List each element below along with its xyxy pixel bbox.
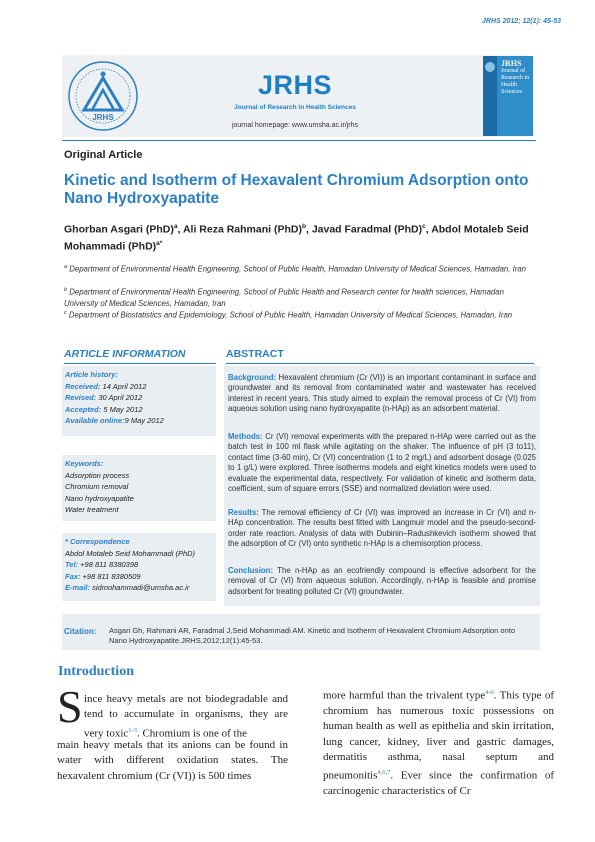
affiliation: [64, 262, 534, 275]
revised-date: 30 April 2012: [98, 393, 143, 402]
journal-cover-thumbnail: [483, 56, 533, 136]
keyword[interactable]: Adsorption process: [65, 470, 130, 480]
received-date: 14 April 2012: [102, 381, 147, 391]
abstract-background: [228, 373, 536, 415]
affil-text: Department of Environmental Health Engineering, School of Public Health and Research center for health sciences, Hamadan University of Medical Sciences, Hamadan, Iran: [64, 287, 504, 308]
journal-homepage[interactable]: journal homepage: www.umsha.ac.ir/jrhs: [231, 122, 359, 129]
history-label: Article history:: [65, 370, 118, 379]
journal-reference: JRHS 2012; 12(1): 45-53: [482, 18, 561, 25]
abstract-heading: ABSTRACT: [226, 348, 534, 364]
cover-title: [501, 60, 533, 96]
online-date: 9 May 2012: [124, 416, 164, 425]
logo-text: JRHS: [92, 113, 114, 122]
article-type: Original Article: [64, 149, 143, 161]
intro-right-column: [323, 685, 554, 799]
introduction-heading: Introduction: [58, 664, 134, 679]
received-label: Received:: [65, 381, 101, 391]
keywords-label: Keywords:: [65, 459, 104, 468]
article-title: Kinetic and Isotherm of Hexavalent Chromium Adsorption onto Nano Hydroxyapatite: [64, 172, 529, 207]
abstract-conclusion: [228, 566, 536, 597]
affil-text: Department of Biostatistics and Epidemiology, School of Public Health, Hamadan University of Medical Sciences, Hamadan, Iran: [68, 310, 513, 320]
citation-label: Citation:: [64, 627, 97, 636]
correspondence-label: * Correspondence: [65, 537, 130, 546]
citation-text: Asgari Gh, Rahmani AR, Faradmal J,Seid Mohammadi AM. Kinetic and Isotherm of Hexavalent Chromium Adsorption onto Nano Hydroxyapatite.JRHS.2012;12(1):45-53.: [109, 626, 516, 646]
accepted-date: 5 May 2012: [103, 404, 143, 414]
journal-logo: [62, 58, 144, 138]
affiliation: [64, 308, 534, 321]
intro-text: . Chromium is one of the: [136, 727, 247, 740]
author-name: Ali Reza Rahmani (PhD): [182, 223, 302, 236]
affil-mark: c: [64, 310, 67, 316]
reference-mark[interactable]: 4-6: [485, 689, 494, 696]
keyword[interactable]: Chromium removal: [65, 482, 129, 491]
tel-number: +98 811 8380398: [80, 560, 139, 569]
cover-subtitle: Journal of Research in Health Sciences: [501, 68, 530, 95]
intro-text: . This type of chromium has numerous toxic possessions on human health as well as epithelia and skin irritation, lung cancer, kidney, liver and gastric damages, dermatitis asthma, nasal septum and pneumonitis: [323, 689, 554, 782]
keywords-box: [62, 455, 216, 521]
affil-mark: b: [64, 287, 68, 293]
abstract-results: [228, 508, 536, 550]
background-label: Background:: [228, 373, 277, 382]
correspondence-name: Abdol Motaleb Seid Mohammadi (PhD): [65, 548, 196, 558]
intro-text: ince heavy metals are not biodegradable and tend to accumulate in organisms, they are very toxic: [84, 693, 288, 740]
intro-left-column: main heavy metals that its anions can be found in water with different oxidation states. The hexavalent chromium (Cr (VI)) is 500 times: [57, 739, 288, 782]
methods-label: Methods:: [228, 432, 263, 441]
masthead: [150, 70, 440, 129]
author-name: Ghorban Asgari (PhD): [64, 223, 174, 236]
keyword[interactable]: Nano hydroxyapatite: [65, 493, 134, 503]
article-info-heading: ARTICLE INFORMATION: [64, 348, 216, 364]
author-name: Javad Faradmal (PhD): [311, 223, 423, 236]
journal-full-name: Journal of Research in Health Sciences: [234, 104, 356, 111]
background-text: Hexavalent chromium (Cr (VI)) is an important contaminant in surface and groundwater and its removal from contaminated water and wastewater has received interest in recent years. This study aimed to explain the removal process of Cr (VI) from aqueous solution using nano hydroxyapatite (n-HAp) as an adsorbent material.: [228, 373, 536, 414]
email-link[interactable]: sidmohammadi@umsha.ac.ir: [92, 583, 190, 592]
fax-label: Fax:: [65, 571, 81, 581]
email-label: E-mail:: [65, 583, 91, 592]
correspondence-box: [62, 533, 216, 601]
conclusion-label: Conclusion:: [228, 566, 274, 575]
affil-mark: a: [64, 264, 68, 270]
author-affil-mark: a*: [156, 239, 163, 247]
conclusion-text: The n-HAp as an ecofriendly compound is effective adsorbent for the removal of Cr (VI) from aqueous solution. Accordingly, n-HAp is feasible and promise adsorbent for treating polluted Cr (VI) groundwater.: [228, 566, 536, 596]
author-affil-mark: a: [173, 223, 178, 230]
article-history-box: [62, 366, 216, 436]
reference-mark[interactable]: 1-3: [128, 726, 137, 734]
affiliation: [64, 285, 534, 309]
affil-text: Department of Environmental Health Engineering, School of Public Health, Hamadan University of Medical Sciences, Hamadan, Iran: [69, 264, 527, 274]
tel-label: Tel:: [65, 560, 79, 569]
accepted-label: Accepted:: [65, 404, 102, 414]
intro-text: more harmful than the trivalent type: [323, 689, 486, 702]
methods-text: Cr (VI) removal experiments with the prepared n-HAp were carried out as the batch test in 100 ml flask while agitating on the shaker. The influence of pH (3 to11), contact time (3-60 min), Cr (VI) concentration (1 to 2 mg/L) and adsorbent dosage (0.025 to 1 g/L) were explored. Three isotherms models and eight kinetics models were used to evaluate the experimental data, respectively. For validation of kinetic and isotherm data, coefficient, sum of square errors (SSE) and normalized deviation were used.: [228, 432, 536, 494]
abstract-methods: [228, 432, 536, 494]
cover-acronym: JRHS: [501, 59, 522, 68]
author-affil-mark: b: [301, 223, 306, 230]
cover-emblem-icon: [485, 62, 495, 72]
author-name: Abdol Motaleb Seid Mohammadi (PhD): [64, 223, 529, 252]
drop-cap: S: [57, 681, 83, 732]
revised-label: Revised:: [65, 393, 97, 402]
reference-mark[interactable]: 4,6,7: [377, 769, 391, 777]
intro-text: . Ever since the confirmation of carcinogenic characteristics of Cr: [323, 769, 554, 798]
online-label: Available online:: [65, 416, 125, 425]
header-divider: [62, 140, 536, 141]
author-affil-mark: c: [422, 223, 426, 230]
fax-number: +98 811 8380509: [82, 571, 141, 581]
author-list: Ghorban Asgari (PhD)$^a$, Ali Reza Rahmani (PhD)$^b$, Javad Faradmal (PhD)$^c$, Abdol Motaleb Seid Mohammadi (PhD)$^{a*}$: [64, 223, 529, 252]
journal-acronym: JRHS: [257, 70, 333, 100]
results-label: Results:: [228, 508, 259, 517]
results-text: The removal efficiency of Cr (VI) was improved an increase in Cr (VI) and n-HAp concentration. The results best fitted with Langmuir model and the pseudo-second-order rate reaction. Analysis of data with Dubinin–Radushkevich isotherm showed that the adsorption of Cr (VI) onto synthetic n-HAp is a chemisorption process.: [228, 508, 536, 549]
intro-paragraph-start: [84, 692, 288, 742]
keyword[interactable]: Water treatment: [65, 505, 119, 514]
